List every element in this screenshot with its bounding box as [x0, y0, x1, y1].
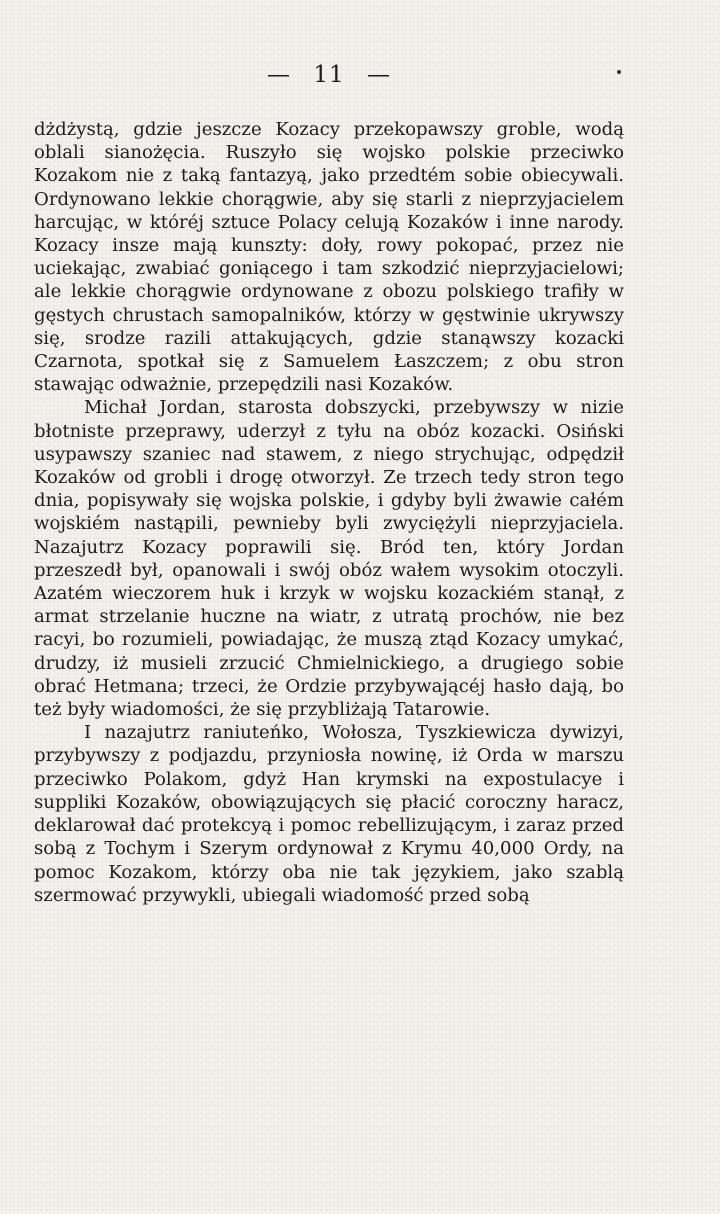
book-page [34, 58, 624, 1198]
page-body [34, 118, 624, 907]
paragraph-3: I nazajutrz raniuteńko, Wołosza, Tyszkiewicza dywizyi, przybywszy z podjazdu, przyniosła nowinę, iż Orda w marszu przeciwko Polakom, gdyż Han krymski na expostulacye i suppliki Kozaków, obowiązujących się płacić coroczny haracz, deklarował dać protekcyą i pomoc rebellizującym, i zaraz przed sobą z Tochym i Szerym ordynował z Krymu 40,000 Ordy, na pomoc Kozakom, którzy oba nie tak językiem, jako szablą szermować przywykli, ubiegali wiadomość przed sobą [34, 722, 624, 906]
header-dash-right: — [366, 62, 391, 88]
header-dash-left: — [267, 62, 292, 88]
page-number: 11 [313, 62, 345, 88]
paragraph-1: dżdżystą, gdzie jeszcze Kozacy przekopawszy groble, wodą oblali sianożęcia. Ruszyło się wojsko polskie przeciwko Kozakom nie z taką fantazyą, jako przedtém sobie obiecywali. Ordynowano lekkie chorągwie, aby się starli z nieprzyjacielem harcując, w któréj sztuce Polacy celują Kozaków i inne narody. Kozacy insze mają kunszty: doły, rowy pokopać, przez nie uciekając, zwabiać goniącego i tam szkodzić nieprzyjacielowi; ale lekkie chorągwie ordynowane z obozu polskiego trafiły w gęstych chrustach samopalników, którzy w gęstwinie ukrywszy się, srodze razili attakujących, gdzie stanąwszy kozacki Czarnota, spotkał się z Samuelem Łaszczem; z obu stron stawając odważnie, przepędzili nasi Kozaków. [34, 119, 624, 396]
paragraph-2: Michał Jordan, starosta dobszycki, przebywszy w nizie błotniste przeprawy, uderzył z tyłu na obóz kozacki. Osiński usypawszy szaniec nad stawem, z niego strychując, odpędził Kozaków od grobli i drogę otworzył. Ze trzech tedy stron tego dnia, popisywały się wojska polskie, i gdyby byli żwawie całém wojskiém nastąpili, pewnieby byli zwyciężyli nieprzyjaciela. Nazajutrz Kozacy poprawili się. Bród ten, który Jordan przeszedł był, opanowali i swój obóz wałem wysokim otoczyli. Azatém wieczorem huk i krzyk w wojsku kozackiém stanął, z armat strzelanie huczne na wiatr, z utratą prochów, nie bez racyi, bo rozumieli, powiadając, że muszą ztąd Kozacy umykać, drudzy, iż musieli zrzucić Chmielnickiego, a drugiego sobie obrać Hetmana; trzeci, że Ordzie przybywającéj hasło dają, bo też były wiadomości, że się przybliżają Tatarowie. [34, 397, 624, 721]
page-header [34, 58, 624, 96]
